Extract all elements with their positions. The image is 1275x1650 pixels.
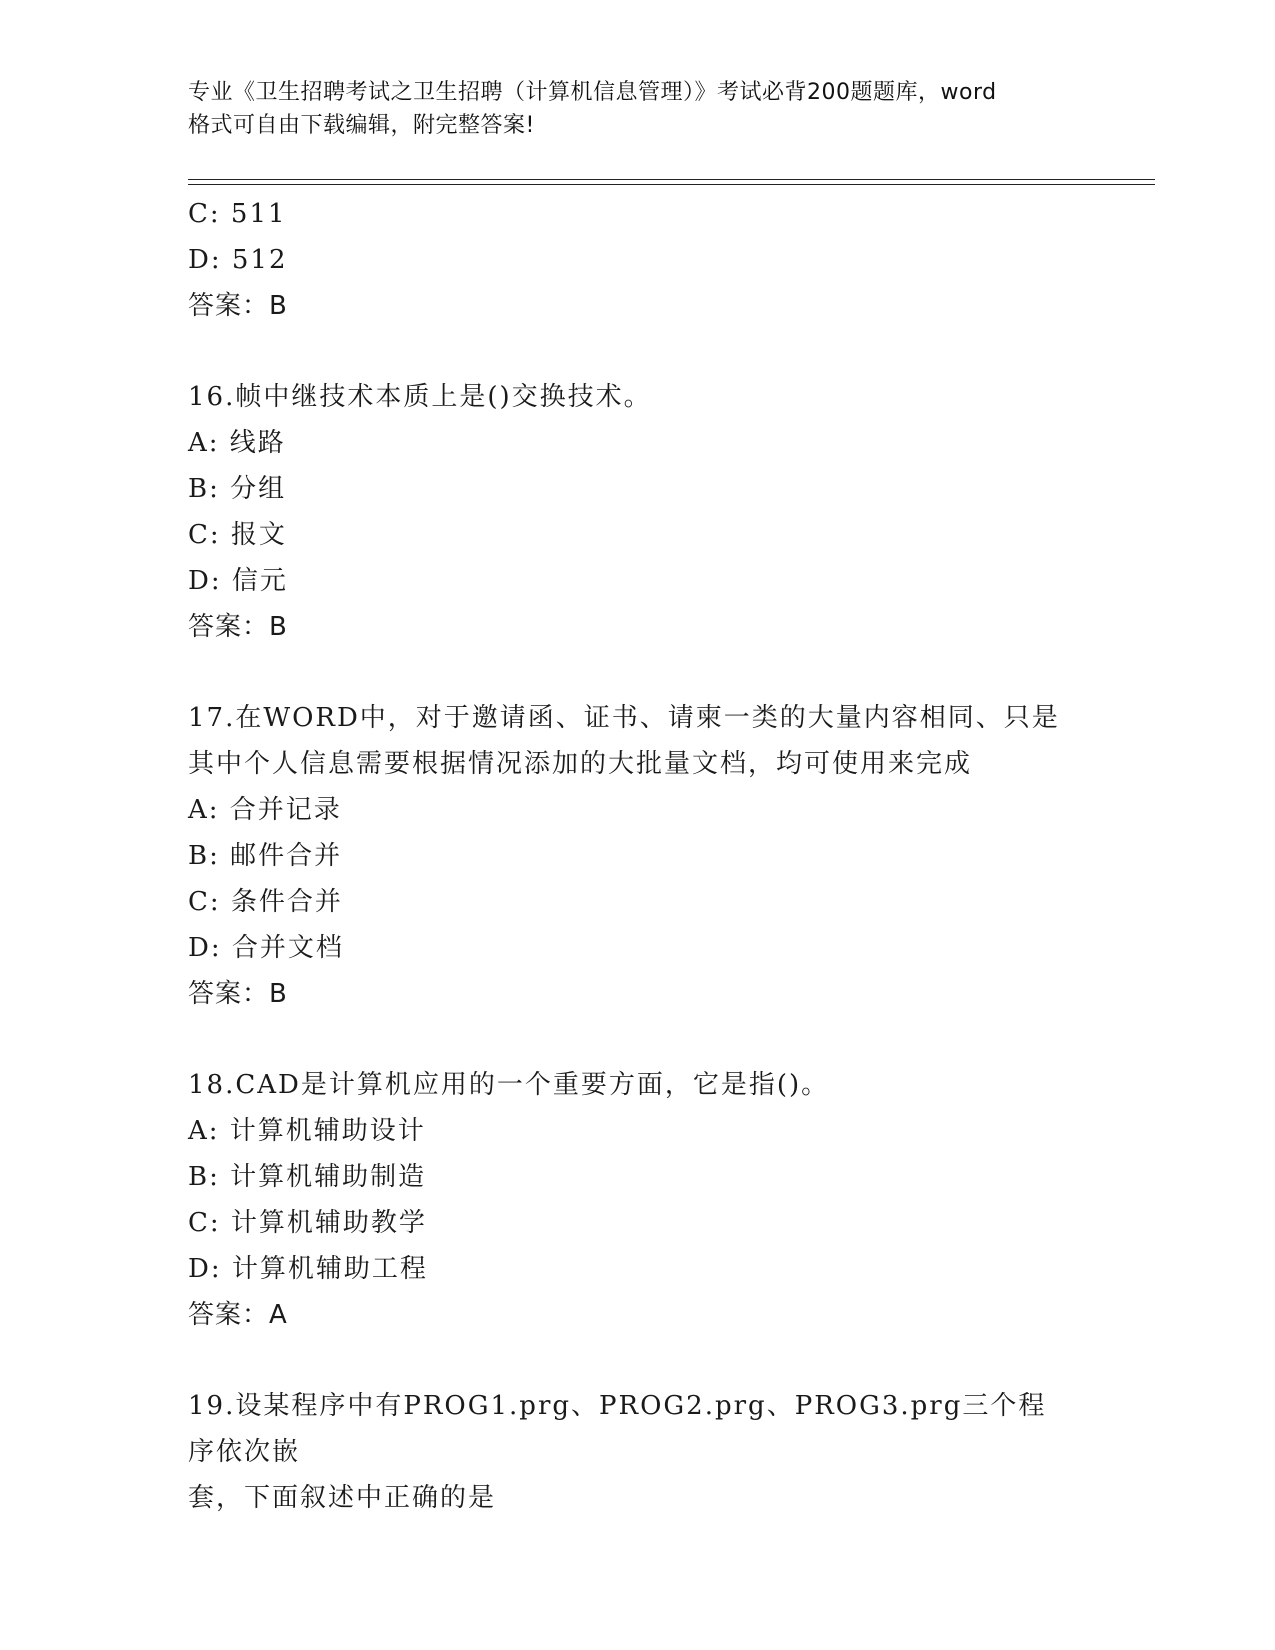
question-stem (188, 1062, 1068, 1108)
option-b: B: 分组 (188, 474, 287, 504)
question-18 (188, 1062, 1088, 1338)
question-stem-line: 19.设某程序中有PROG1.prg、PROG2.prg、PROG3.prg三个程序依次嵌 (188, 1391, 1047, 1467)
header-line-2: 格式可自由下载编辑，附完整答案! (188, 113, 535, 138)
question-content (188, 191, 1088, 1521)
spacer (188, 1017, 1088, 1062)
spacer (188, 1338, 1088, 1383)
option-d: D: 512 (188, 245, 288, 275)
question-stem (188, 1383, 1068, 1521)
answer-line: 答案：B (188, 291, 288, 321)
question-stem (188, 695, 1068, 787)
option-a: A: 线路 (188, 428, 286, 458)
option-a: A: 计算机辅助设计 (188, 1116, 426, 1146)
question-stem-line: 18.CAD是计算机应用的一个重要方面，它是指()。 (188, 1070, 830, 1100)
header-divider-top (188, 179, 1155, 180)
question-19 (188, 1383, 1088, 1521)
option-c: C: 条件合并 (188, 887, 343, 917)
question-17 (188, 695, 1088, 1017)
header-line-1: 专业《卫生招聘考试之卫生招聘（计算机信息管理）》考试必背200题题库，word (188, 80, 997, 105)
header-divider-bottom (188, 184, 1155, 185)
answer-line: 答案：B (188, 612, 288, 642)
question-stem-line: 17.在WORD中，对于邀请函、证书、请柬一类的大量内容相同、只是 (188, 703, 1060, 733)
option-d: D: 信元 (188, 566, 288, 596)
option-c: C: 报文 (188, 520, 287, 550)
answer-line: 答案：B (188, 979, 288, 1009)
option-d: D: 计算机辅助工程 (188, 1254, 428, 1284)
question-stem-line: 其中个人信息需要根据情况添加的大批量文档，均可使用来完成 (188, 749, 973, 779)
question-stem-line: 16.帧中继技术本质上是()交换技术。 (188, 382, 652, 412)
spacer (188, 650, 1088, 695)
option-c: C: 511 (188, 199, 287, 229)
option-c: C: 计算机辅助教学 (188, 1208, 427, 1238)
answer-line: 答案：A (188, 1300, 288, 1330)
document-header (188, 76, 1108, 142)
option-b: B: 计算机辅助制造 (188, 1162, 427, 1192)
question-15-partial (188, 191, 1088, 329)
option-d: D: 合并文档 (188, 933, 344, 963)
option-b: B: 邮件合并 (188, 841, 343, 871)
question-stem (188, 374, 1068, 420)
question-stem-line: 套，下面叙述中正确的是 (188, 1483, 497, 1513)
question-16 (188, 374, 1088, 650)
spacer (188, 329, 1088, 374)
option-a: A: 合并记录 (188, 795, 342, 825)
